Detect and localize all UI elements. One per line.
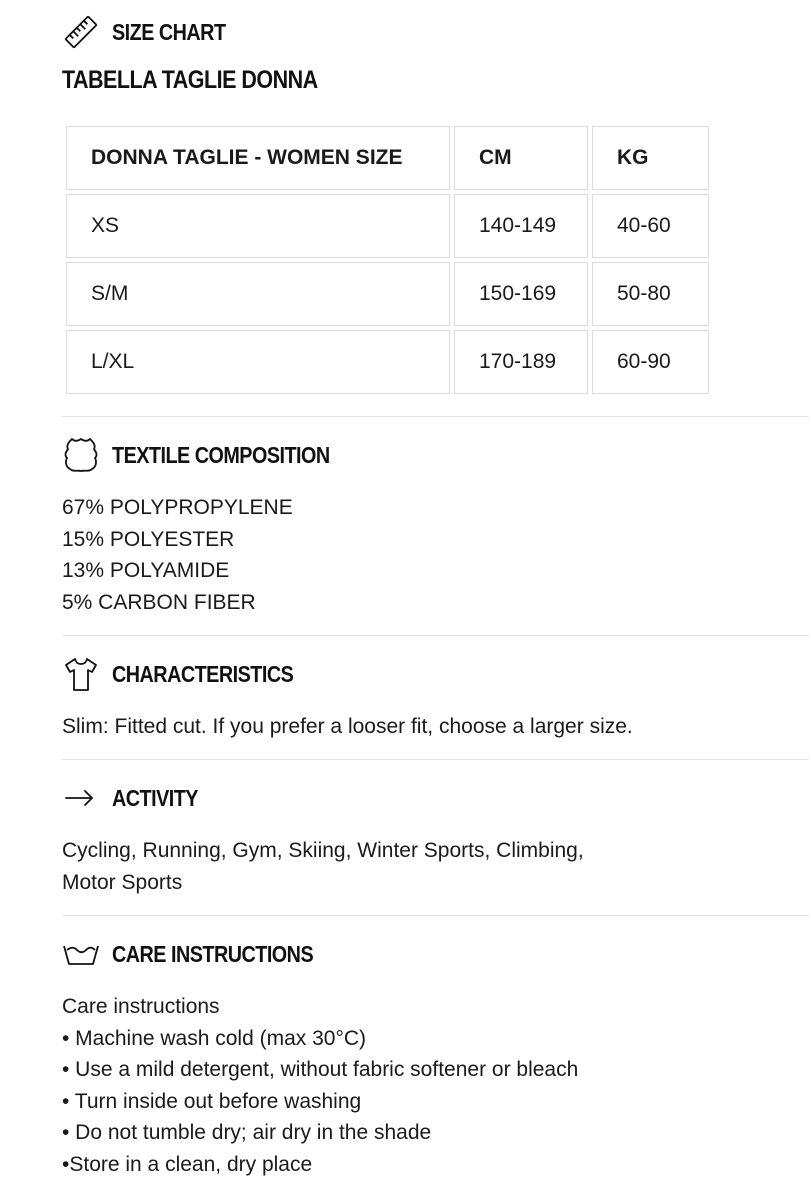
care-line: • Machine wash cold (max 30°C) [62, 1026, 367, 1050]
activity-list [62, 835, 762, 898]
kg-cell: 50-80 [592, 262, 709, 326]
tshirt-icon [62, 655, 100, 693]
textile-composition-header [62, 436, 365, 474]
column-header-cm: CM [454, 126, 588, 190]
activity-line: Cycling, Running, Gym, Skiing, Winter Sports, Climbing, [62, 839, 584, 862]
size-chart-title: SIZE CHART [112, 18, 226, 45]
activity-header [62, 779, 212, 817]
composition-line: 67% POLYPROPYLENE [62, 496, 293, 519]
cm-cell: 170-189 [454, 330, 588, 394]
cm-cell: 140-149 [454, 194, 588, 258]
section-divider [62, 635, 809, 636]
table-row [66, 262, 709, 326]
care-line: • Do not tumble dry; air dry in the shade [62, 1121, 432, 1144]
section-divider [62, 416, 809, 417]
arrow-right-icon [62, 779, 100, 817]
care-line: • Turn inside out before washing [62, 1089, 362, 1113]
size-cell: XS [66, 194, 450, 258]
table-header-row [66, 126, 709, 190]
care-instructions-title: CARE INSTRUCTIONS [112, 940, 314, 967]
activity-title: ACTIVITY [112, 784, 198, 811]
kg-cell: 40-60 [592, 194, 709, 258]
composition-list [62, 492, 762, 618]
size-cell: S/M [66, 262, 450, 326]
table-row [66, 194, 709, 258]
size-table-subtitle: TABELLA TAGLIE DONNA [62, 66, 318, 94]
ruler-icon [62, 13, 100, 51]
care-line: • Use a mild detergent, without fabric softener or bleach [62, 1058, 579, 1081]
kg-cell: 60-90 [592, 330, 709, 394]
cm-cell: 150-169 [454, 262, 588, 326]
section-divider [62, 915, 809, 916]
composition-line: 13% POLYAMIDE [62, 559, 230, 582]
activity-line: Motor Sports [62, 870, 183, 894]
leather-hide-icon [62, 436, 100, 474]
table-row [66, 330, 709, 394]
care-list [62, 991, 762, 1180]
characteristics-text [62, 711, 762, 743]
size-chart-header [62, 13, 244, 51]
section-divider [62, 759, 809, 760]
care-instructions-header [62, 935, 346, 973]
care-line: Care instructions [62, 995, 220, 1018]
size-table [62, 122, 713, 398]
characteristics-title: CHARACTERISTICS [112, 660, 294, 687]
textile-composition-title: TEXTILE COMPOSITION [112, 441, 330, 468]
composition-line: 15% POLYESTER [62, 527, 235, 551]
wash-basin-icon [62, 935, 100, 973]
care-line: •Store in a clean, dry place [62, 1152, 313, 1176]
column-header-kg: KG [592, 126, 709, 190]
size-cell: L/XL [66, 330, 450, 394]
fit-description: Slim: Fitted cut. If you prefer a looser fit, choose a larger size. [62, 715, 633, 738]
characteristics-header [62, 655, 323, 693]
column-header-size: DONNA TAGLIE - WOMEN SIZE [66, 126, 450, 190]
composition-line: 5% CARBON FIBER [62, 590, 256, 614]
